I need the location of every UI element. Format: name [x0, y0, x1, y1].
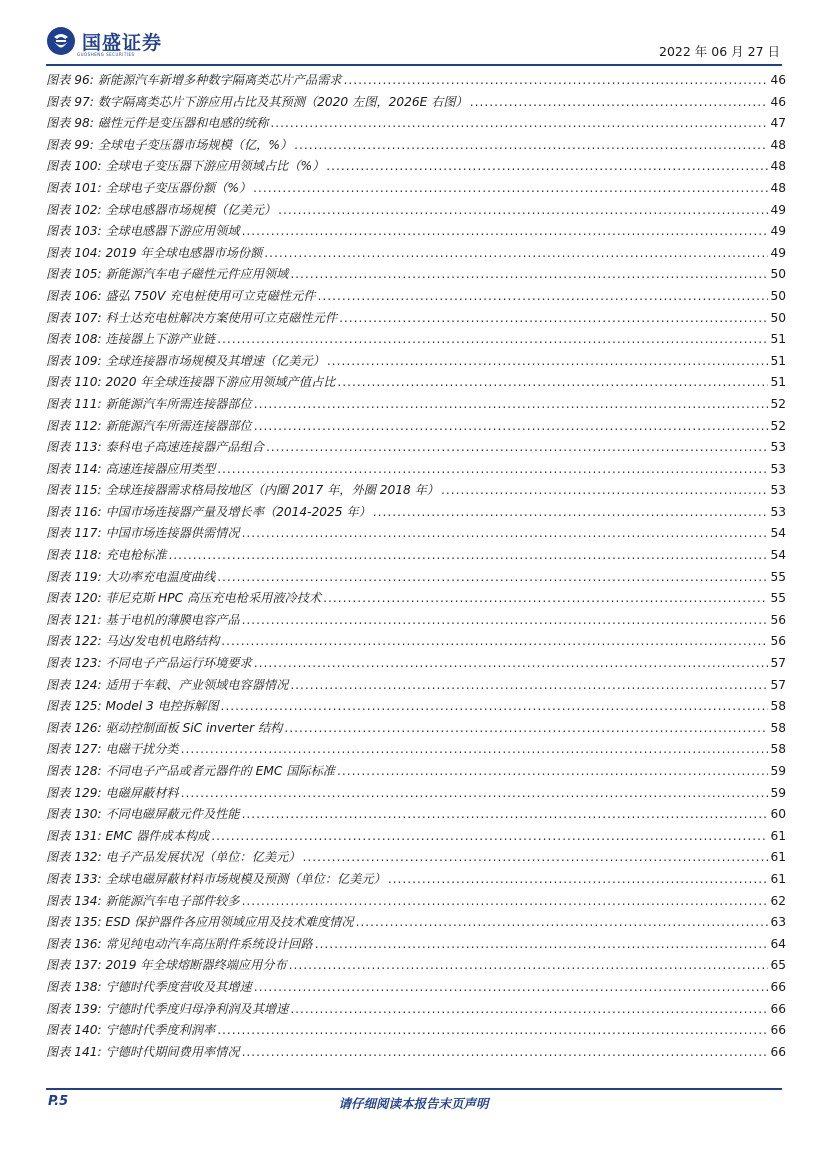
- toc-entry[interactable]: [46, 804, 786, 826]
- toc-entry-page: 47: [770, 116, 786, 131]
- toc-entry-label: 图表 116: 中国市场连接器产量及增长率（2014-2025 年）: [46, 504, 371, 519]
- toc-entry-label: 图表 102: 全球电感器市场规模（亿美元）: [46, 202, 277, 217]
- toc-entry-page: 54: [770, 548, 786, 563]
- toc-entry-page: 51: [770, 332, 786, 347]
- toc-entry[interactable]: [46, 869, 786, 891]
- toc-entry[interactable]: [46, 523, 786, 545]
- toc-entry-label: 图表 128: 不同电子产品或者元器件的 EMC 国际标准: [46, 764, 335, 778]
- toc-entry-page: 55: [770, 569, 786, 584]
- toc-leader-dots: [470, 92, 769, 114]
- toc-entry[interactable]: [46, 92, 786, 114]
- toc-leader-dots: [242, 610, 769, 632]
- toc-entry[interactable]: [46, 286, 786, 308]
- toc-leader-dots: [289, 955, 769, 977]
- toc-entry-page: 49: [770, 202, 786, 217]
- toc-entry-page: 62: [770, 893, 786, 908]
- toc-entry[interactable]: [46, 394, 786, 416]
- toc-entry-label: 图表 140: 宁德时代季度利润率: [46, 1023, 216, 1038]
- toc-entry[interactable]: [46, 416, 786, 438]
- toc-entry-page: 52: [770, 396, 786, 411]
- toc-entry-page: 48: [770, 159, 786, 174]
- toc-entry-label: 图表 101: 全球电子变压器份额（%）: [46, 180, 252, 195]
- toc-entry[interactable]: [46, 480, 786, 502]
- toc-entry-page: 50: [770, 288, 786, 303]
- toc-entry-page: 60: [770, 807, 786, 822]
- toc-entry-label: 图表 105: 新能源汽车电子磁性元件应用领域: [46, 267, 289, 282]
- toc-entry-page: 58: [770, 720, 786, 735]
- toc-entry-label: 图表 138: 宁德时代季度营收及其增速: [46, 979, 252, 994]
- footer-divider: [46, 1088, 782, 1090]
- toc-entry-page: 48: [770, 137, 786, 152]
- toc-entry-page: 53: [770, 440, 786, 455]
- toc-entry-page: 61: [770, 828, 786, 843]
- toc-entry[interactable]: [46, 200, 786, 222]
- toc-entry-label: 图表 136: 常见纯电动汽车高压附件系统设计回路: [46, 936, 313, 951]
- toc-leader-dots: [253, 178, 768, 200]
- toc-leader-dots: [211, 826, 768, 848]
- toc-entry[interactable]: [46, 545, 786, 567]
- toc-entry-page: 48: [770, 180, 786, 195]
- toc-entry-label: 图表 110: 2020 年全球连接器下游应用领域产值占比: [46, 375, 336, 390]
- toc-entry-label: 图表 112: 新能源汽车所需连接器部位: [46, 418, 252, 433]
- toc-entry[interactable]: [46, 653, 786, 675]
- toc-entry[interactable]: [46, 977, 786, 999]
- toc-entry-label: 图表 97: 数字隔离类芯片下游应用占比及其预测（2020 左图，2026E 右图）: [46, 94, 468, 109]
- toc-entry-page: 61: [770, 871, 786, 886]
- toc-leader-dots: [356, 912, 769, 934]
- toc-entry-label: 图表 103: 全球电感器下游应用领域: [46, 224, 240, 239]
- toc-leader-dots: [242, 804, 769, 826]
- toc-leader-dots: [254, 394, 769, 416]
- toc-entry[interactable]: [46, 243, 786, 265]
- toc-entry-page: 51: [770, 375, 786, 390]
- toc-entry-label: 图表 121: 基于电机的薄膜电容产品: [46, 612, 240, 627]
- toc-entry-label: 图表 107: 科士达充电桩解决方案使用可立克磁性元件: [46, 310, 338, 325]
- toc-entry-label: 图表 118: 充电枪标准: [46, 548, 167, 563]
- page-number: P.5: [48, 1094, 69, 1109]
- toc-entry-page: 49: [770, 245, 786, 260]
- toc-entry-label: 图表 113: 泰科电子高速连接器产品组合: [46, 440, 264, 455]
- toc-entry-label: 图表 96: 新能源汽车新增多种数字隔离类芯片产品需求: [46, 73, 342, 87]
- toc-leader-dots: [242, 891, 769, 913]
- toc-entry-page: 50: [770, 267, 786, 282]
- toc-entry-label: 图表 130: 不同电磁屏蔽元件及性能: [46, 807, 240, 822]
- toc-leader-dots: [315, 934, 769, 956]
- toc-entry-page: 59: [770, 785, 786, 800]
- toc-entry-page: 57: [770, 656, 786, 671]
- toc-entry[interactable]: [46, 955, 786, 977]
- toc-leader-dots: [290, 999, 768, 1021]
- toc-leader-dots: [278, 200, 768, 222]
- toc-entry[interactable]: [46, 178, 786, 200]
- toc-leader-dots: [337, 372, 768, 394]
- toc-leader-dots: [181, 739, 769, 761]
- toc-entry[interactable]: [46, 264, 786, 286]
- disclaimer-note: 请仔细阅读本报告末页声明: [338, 1096, 489, 1111]
- toc-leader-dots: [373, 502, 769, 524]
- toc-entry-label: 图表 135: ESD 保护器件各应用领域应用及技术难度情况: [46, 915, 354, 930]
- toc-leader-dots: [337, 761, 769, 783]
- toc-entry-page: 59: [770, 764, 786, 778]
- toc-entry[interactable]: [46, 588, 786, 610]
- toc-leader-dots: [317, 286, 768, 308]
- toc-entry-label: 图表 119: 大功率充电温度曲线: [46, 569, 216, 584]
- toc-entry-page: 46: [770, 94, 786, 109]
- toc-leader-dots: [242, 1042, 769, 1064]
- toc-entry-label: 图表 127: 电磁干扰分类: [46, 742, 179, 757]
- toc-entry-label: 图表 139: 宁德时代季度归母净利润及其增速: [46, 1001, 289, 1016]
- toc-leader-dots: [303, 847, 769, 869]
- toc-entry-page: 53: [770, 483, 786, 498]
- toc-leader-dots: [217, 1020, 768, 1042]
- toc-entry-page: 56: [770, 634, 786, 649]
- toc-entry[interactable]: [46, 1020, 786, 1042]
- toc-entry[interactable]: [46, 826, 786, 848]
- toc-entry[interactable]: [46, 761, 786, 783]
- toc-leader-dots: [284, 718, 768, 740]
- brand-subtitle: GUOSHENG SECURITIES: [77, 52, 135, 57]
- toc-entry-label: 图表 125: Model 3 电控拆解图: [46, 699, 219, 714]
- toc-entry-label: 图表 129: 电磁屏蔽材料: [46, 785, 179, 800]
- toc-entry[interactable]: [46, 372, 786, 394]
- toc-leader-dots: [290, 675, 768, 697]
- toc-entry-page: 66: [770, 979, 786, 994]
- toc-leader-dots: [254, 653, 769, 675]
- toc-entry-page: 56: [770, 612, 786, 627]
- toc-entry[interactable]: [46, 308, 786, 330]
- toc-entry[interactable]: [46, 912, 786, 934]
- toc-entry-page: 52: [770, 418, 786, 433]
- toc-entry-label: 图表 122: 马达/发电机电路结构: [46, 634, 220, 649]
- toc-entry-label: 图表 100: 全球电子变压器下游应用领域占比（%）: [46, 159, 325, 174]
- toc-leader-dots: [388, 869, 769, 891]
- toc-entry-label: 图表 141: 宁德时代期间费用率情况: [46, 1044, 240, 1059]
- toc-entry[interactable]: [46, 999, 786, 1021]
- toc-entry-label: 图表 131: EMC 器件成本构成: [46, 828, 210, 843]
- toc-entry-label: 图表 106: 盛弘 750V 充电桩使用可立克磁性元件: [46, 288, 316, 303]
- toc-leader-dots: [168, 545, 768, 567]
- toc-leader-dots: [181, 783, 769, 805]
- page-header: [46, 22, 782, 62]
- toc-entry-label: 图表 134: 新能源汽车电子部件较多: [46, 893, 240, 908]
- toc-leader-dots: [326, 156, 768, 178]
- toc-entry[interactable]: [46, 783, 786, 805]
- toc-entry-label: 图表 123: 不同电子产品运行环境要求: [46, 656, 252, 671]
- table-of-figures: [46, 70, 786, 1063]
- toc-entry-label: 图表 99: 全球电子变压器市场规模（亿，%）: [46, 137, 293, 152]
- toc-entry[interactable]: [46, 675, 786, 697]
- toc-entry[interactable]: [46, 891, 786, 913]
- toc-entry-label: 图表 114: 高速连接器应用类型: [46, 461, 216, 476]
- toc-entry[interactable]: [46, 329, 786, 351]
- toc-leader-dots: [254, 977, 769, 999]
- toc-leader-dots: [217, 459, 768, 481]
- toc-entry-page: 64: [770, 936, 786, 951]
- toc-entry-page: 49: [770, 224, 786, 239]
- toc-entry-page: 65: [770, 958, 786, 973]
- toc-leader-dots: [323, 588, 768, 610]
- toc-entry-page: 66: [770, 1001, 786, 1016]
- toc-leader-dots: [290, 264, 768, 286]
- toc-entry-page: 57: [770, 677, 786, 692]
- toc-leader-dots: [254, 416, 769, 438]
- toc-entry-label: 图表 109: 全球连接器市场规模及其增速（亿美元）: [46, 353, 325, 368]
- toc-entry-page: 63: [770, 915, 786, 930]
- toc-leader-dots: [221, 696, 769, 718]
- toc-leader-dots: [217, 567, 768, 589]
- toc-entry[interactable]: [46, 437, 786, 459]
- toc-leader-dots: [217, 329, 768, 351]
- toc-entry-page: 66: [770, 1044, 786, 1059]
- toc-entry[interactable]: [46, 631, 786, 653]
- toc-leader-dots: [242, 523, 769, 545]
- toc-entry-label: 图表 111: 新能源汽车所需连接器部位: [46, 396, 252, 411]
- toc-entry-label: 图表 124: 适用于车载、产业领域电容器情况: [46, 677, 289, 692]
- toc-entry-page: 51: [770, 353, 786, 368]
- toc-entry[interactable]: [46, 739, 786, 761]
- toc-leader-dots: [221, 631, 768, 653]
- toc-entry[interactable]: [46, 459, 786, 481]
- toc-entry[interactable]: [46, 135, 786, 157]
- toc-entry-page: 54: [770, 526, 786, 541]
- toc-leader-dots: [270, 113, 768, 135]
- toc-entry-label: 图表 98: 磁性元件是变压器和电感的统称: [46, 116, 269, 131]
- toc-leader-dots: [242, 221, 769, 243]
- toc-entry[interactable]: [46, 502, 786, 524]
- report-date: 2022 年 06 月 27 日: [659, 44, 780, 59]
- toc-entry-label: 图表 120: 菲尼克斯 HPC 高压充电枪采用液冷技术: [46, 591, 322, 606]
- toc-entry-label: 图表 137: 2019 年全球熔断器终端应用分布: [46, 958, 287, 973]
- toc-entry[interactable]: [46, 610, 786, 632]
- toc-leader-dots: [344, 70, 769, 92]
- toc-entry-page: 46: [770, 73, 786, 87]
- toc-leader-dots: [294, 135, 768, 157]
- toc-entry[interactable]: [46, 934, 786, 956]
- toc-entry-label: 图表 115: 全球连接器需求格局按地区（内圈 2017 年，外圈 2018 年）: [46, 483, 439, 498]
- toc-leader-dots: [339, 308, 768, 330]
- toc-entry-page: 53: [770, 504, 786, 519]
- toc-entry[interactable]: [46, 70, 786, 92]
- toc-entry-label: 图表 108: 连接器上下游产业链: [46, 332, 216, 347]
- toc-entry[interactable]: [46, 113, 786, 135]
- toc-entry[interactable]: [46, 718, 786, 740]
- toc-entry[interactable]: [46, 221, 786, 243]
- toc-leader-dots: [266, 437, 769, 459]
- toc-entry[interactable]: [46, 351, 786, 373]
- toc-leader-dots: [441, 480, 769, 502]
- toc-entry-label: 图表 132: 电子产品发展状况（单位：亿美元）: [46, 850, 301, 865]
- toc-entry[interactable]: [46, 156, 786, 178]
- toc-entry-page: 61: [770, 850, 786, 865]
- toc-entry-label: 图表 133: 全球电磁屏蔽材料市场规模及预测（单位：亿美元）: [46, 871, 386, 886]
- header-divider: [46, 64, 782, 66]
- toc-entry-page: 50: [770, 310, 786, 325]
- toc-entry[interactable]: [46, 847, 786, 869]
- toc-entry-page: 55: [770, 591, 786, 606]
- toc-leader-dots: [327, 351, 769, 373]
- toc-entry-label: 图表 117: 中国市场连接器供需情况: [46, 526, 240, 541]
- toc-entry-page: 58: [770, 699, 786, 714]
- brand-name: 国盛证券: [82, 31, 163, 54]
- toc-entry-page: 53: [770, 461, 786, 476]
- toc-entry-label: 图表 126: 驱动控制面板 SiC inverter 结构: [46, 720, 283, 735]
- toc-entry-page: 66: [770, 1023, 786, 1038]
- toc-entry-page: 58: [770, 742, 786, 757]
- toc-entry[interactable]: [46, 696, 786, 718]
- toc-entry[interactable]: [46, 1042, 786, 1064]
- toc-leader-dots: [264, 243, 768, 265]
- toc-entry-label: 图表 104: 2019 年全球电感器市场份额: [46, 245, 263, 260]
- guosheng-logo-icon: [46, 26, 76, 56]
- toc-entry[interactable]: [46, 567, 786, 589]
